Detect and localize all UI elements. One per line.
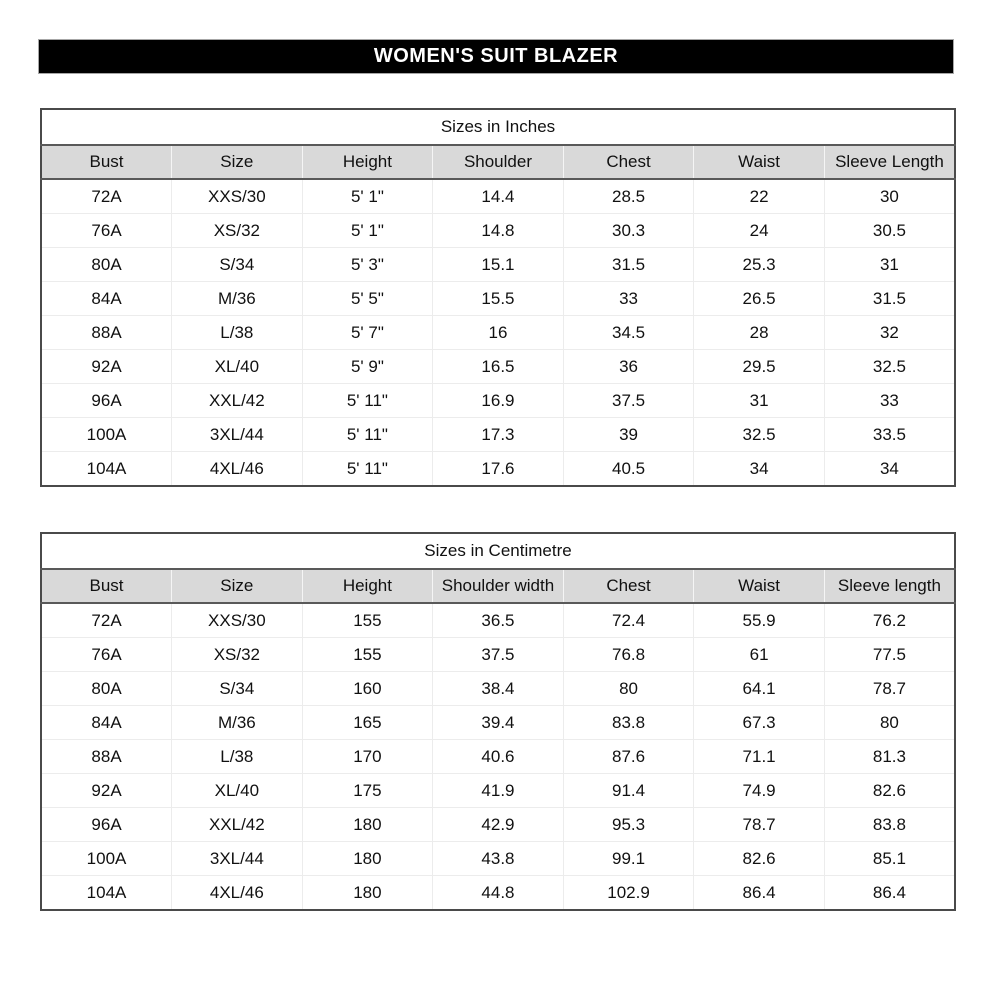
table-cell: 155 [302, 638, 433, 672]
table-row [41, 179, 955, 214]
column-header: Chest [563, 145, 694, 179]
table-row [41, 842, 955, 876]
table-header-row [41, 569, 955, 603]
table-cell: XXL/42 [172, 384, 303, 418]
table-cell: 86.4 [824, 876, 955, 911]
table-row [41, 282, 955, 316]
table-row [41, 876, 955, 911]
table-cell: 33 [824, 384, 955, 418]
table-cell: XL/40 [172, 350, 303, 384]
sizes-in-centimetre-table [40, 532, 956, 911]
table-cell: 160 [302, 672, 433, 706]
table-cell: 83.8 [824, 808, 955, 842]
table-row [41, 248, 955, 282]
table-cell: 84A [41, 706, 172, 740]
table-caption: Sizes in Inches [41, 109, 955, 145]
column-header: Chest [563, 569, 694, 603]
table-cell: XL/40 [172, 774, 303, 808]
table-cell: 34 [824, 452, 955, 487]
table-cell: 32 [824, 316, 955, 350]
table-cell: 78.7 [824, 672, 955, 706]
table-cell: 30.3 [563, 214, 694, 248]
table-cell: L/38 [172, 316, 303, 350]
table-cell: XS/32 [172, 214, 303, 248]
table-cell: XXS/30 [172, 603, 303, 638]
table-cell: 76.8 [563, 638, 694, 672]
table-cell: 80 [563, 672, 694, 706]
table-cell: 77.5 [824, 638, 955, 672]
table-cell: 16.9 [433, 384, 564, 418]
table-cell: 31 [694, 384, 825, 418]
table-caption: Sizes in Centimetre [41, 533, 955, 569]
table-cell: 40.5 [563, 452, 694, 487]
table-cell: 91.4 [563, 774, 694, 808]
table-cell: 180 [302, 842, 433, 876]
table-cell: 180 [302, 808, 433, 842]
table-cell: M/36 [172, 706, 303, 740]
table-row [41, 774, 955, 808]
table-cell: 3XL/44 [172, 842, 303, 876]
table-cell: 102.9 [563, 876, 694, 911]
table-cell: 42.9 [433, 808, 564, 842]
table-cell: 5' 11" [302, 452, 433, 487]
table-cell: 39 [563, 418, 694, 452]
table-row [41, 384, 955, 418]
table-cell: 43.8 [433, 842, 564, 876]
table-cell: 34.5 [563, 316, 694, 350]
table-cell: 180 [302, 876, 433, 911]
table-cell: 22 [694, 179, 825, 214]
page-title: WOMEN'S SUIT BLAZER [373, 45, 619, 67]
table-cell: 17.6 [433, 452, 564, 487]
table-row [41, 706, 955, 740]
table-cell: 99.1 [563, 842, 694, 876]
column-header: Size [172, 569, 303, 603]
table-cell: 165 [302, 706, 433, 740]
table-cell: 88A [41, 740, 172, 774]
table-row [41, 418, 955, 452]
table-cell: 100A [41, 842, 172, 876]
table-cell: 175 [302, 774, 433, 808]
table-row [41, 808, 955, 842]
table-row [41, 214, 955, 248]
table-cell: 82.6 [694, 842, 825, 876]
table-cell: 95.3 [563, 808, 694, 842]
table-cell: 17.3 [433, 418, 564, 452]
table-cell: 84A [41, 282, 172, 316]
table-cell: 87.6 [563, 740, 694, 774]
sizes-in-inches-table [40, 108, 956, 487]
column-header: Bust [41, 145, 172, 179]
table-row [41, 740, 955, 774]
table-row [41, 603, 955, 638]
table-cell: 3XL/44 [172, 418, 303, 452]
table-cell: 81.3 [824, 740, 955, 774]
title-bar [38, 39, 954, 74]
table-cell: 155 [302, 603, 433, 638]
table-cell: M/36 [172, 282, 303, 316]
table-cell: 33.5 [824, 418, 955, 452]
table-cell: 5' 7" [302, 316, 433, 350]
table-row [41, 316, 955, 350]
table-cell: 37.5 [433, 638, 564, 672]
table-cell: 64.1 [694, 672, 825, 706]
column-header: Waist [694, 145, 825, 179]
table-cell: 14.4 [433, 179, 564, 214]
table-cell: 30.5 [824, 214, 955, 248]
table-cell: 5' 5" [302, 282, 433, 316]
table-cell: 41.9 [433, 774, 564, 808]
table-cell: 5' 1" [302, 214, 433, 248]
table-cell: 16.5 [433, 350, 564, 384]
table-cell: 88A [41, 316, 172, 350]
table-cell: 33 [563, 282, 694, 316]
table-cell: 92A [41, 774, 172, 808]
table-caption-row [41, 109, 955, 145]
table-cell: 39.4 [433, 706, 564, 740]
column-header: Shoulder width [433, 569, 564, 603]
table-cell: XXL/42 [172, 808, 303, 842]
table-cell: 40.6 [433, 740, 564, 774]
table-cell: 15.5 [433, 282, 564, 316]
table-row [41, 672, 955, 706]
table-cell: 25.3 [694, 248, 825, 282]
table-cell: 32.5 [694, 418, 825, 452]
table-cell: 80 [824, 706, 955, 740]
table-cell: S/34 [172, 248, 303, 282]
table-cell: 85.1 [824, 842, 955, 876]
table-cell: 37.5 [563, 384, 694, 418]
table-cell: 4XL/46 [172, 452, 303, 487]
table-cell: 38.4 [433, 672, 564, 706]
table-cell: 44.8 [433, 876, 564, 911]
table-row [41, 452, 955, 487]
table-cell: 29.5 [694, 350, 825, 384]
table-cell: 96A [41, 808, 172, 842]
table-cell: 34 [694, 452, 825, 487]
table-cell: 96A [41, 384, 172, 418]
table-cell: 5' 11" [302, 384, 433, 418]
table-cell: 31.5 [824, 282, 955, 316]
table-cell: 4XL/46 [172, 876, 303, 911]
table-cell: 26.5 [694, 282, 825, 316]
table-cell: 28.5 [563, 179, 694, 214]
column-header: Sleeve length [824, 569, 955, 603]
table-cell: 36.5 [433, 603, 564, 638]
table-cell: 72A [41, 179, 172, 214]
column-header: Sleeve Length [824, 145, 955, 179]
table-cell: 14.8 [433, 214, 564, 248]
table-cell: 5' 1" [302, 179, 433, 214]
table-cell: 104A [41, 452, 172, 487]
column-header: Shoulder [433, 145, 564, 179]
table-cell: 71.1 [694, 740, 825, 774]
table-cell: 24 [694, 214, 825, 248]
table-cell: 78.7 [694, 808, 825, 842]
table-cell: 80A [41, 672, 172, 706]
table-cell: 76.2 [824, 603, 955, 638]
table-cell: 92A [41, 350, 172, 384]
table-cell: 31.5 [563, 248, 694, 282]
table-caption-row [41, 533, 955, 569]
table-cell: 80A [41, 248, 172, 282]
table-cell: 5' 3" [302, 248, 433, 282]
table-cell: 76A [41, 638, 172, 672]
column-header: Size [172, 145, 303, 179]
table-row [41, 638, 955, 672]
table-cell: 15.1 [433, 248, 564, 282]
table-cell: 16 [433, 316, 564, 350]
table-cell: 82.6 [824, 774, 955, 808]
table-cell: 30 [824, 179, 955, 214]
table-header-row [41, 145, 955, 179]
column-header: Height [302, 145, 433, 179]
table-cell: 67.3 [694, 706, 825, 740]
table-cell: 28 [694, 316, 825, 350]
table-cell: 83.8 [563, 706, 694, 740]
table-row [41, 350, 955, 384]
table-cell: 104A [41, 876, 172, 911]
table-cell: 5' 9" [302, 350, 433, 384]
table-cell: 76A [41, 214, 172, 248]
table-cell: 31 [824, 248, 955, 282]
table-cell: XS/32 [172, 638, 303, 672]
table-cell: 72.4 [563, 603, 694, 638]
table-cell: 61 [694, 638, 825, 672]
table-cell: 86.4 [694, 876, 825, 911]
column-header: Bust [41, 569, 172, 603]
table-cell: 36 [563, 350, 694, 384]
table-cell: 5' 11" [302, 418, 433, 452]
table-cell: 170 [302, 740, 433, 774]
column-header: Height [302, 569, 433, 603]
table-cell: 72A [41, 603, 172, 638]
table-cell: XXS/30 [172, 179, 303, 214]
column-header: Waist [694, 569, 825, 603]
table-cell: 32.5 [824, 350, 955, 384]
table-cell: S/34 [172, 672, 303, 706]
table-cell: L/38 [172, 740, 303, 774]
table-cell: 74.9 [694, 774, 825, 808]
table-cell: 100A [41, 418, 172, 452]
table-cell: 55.9 [694, 603, 825, 638]
